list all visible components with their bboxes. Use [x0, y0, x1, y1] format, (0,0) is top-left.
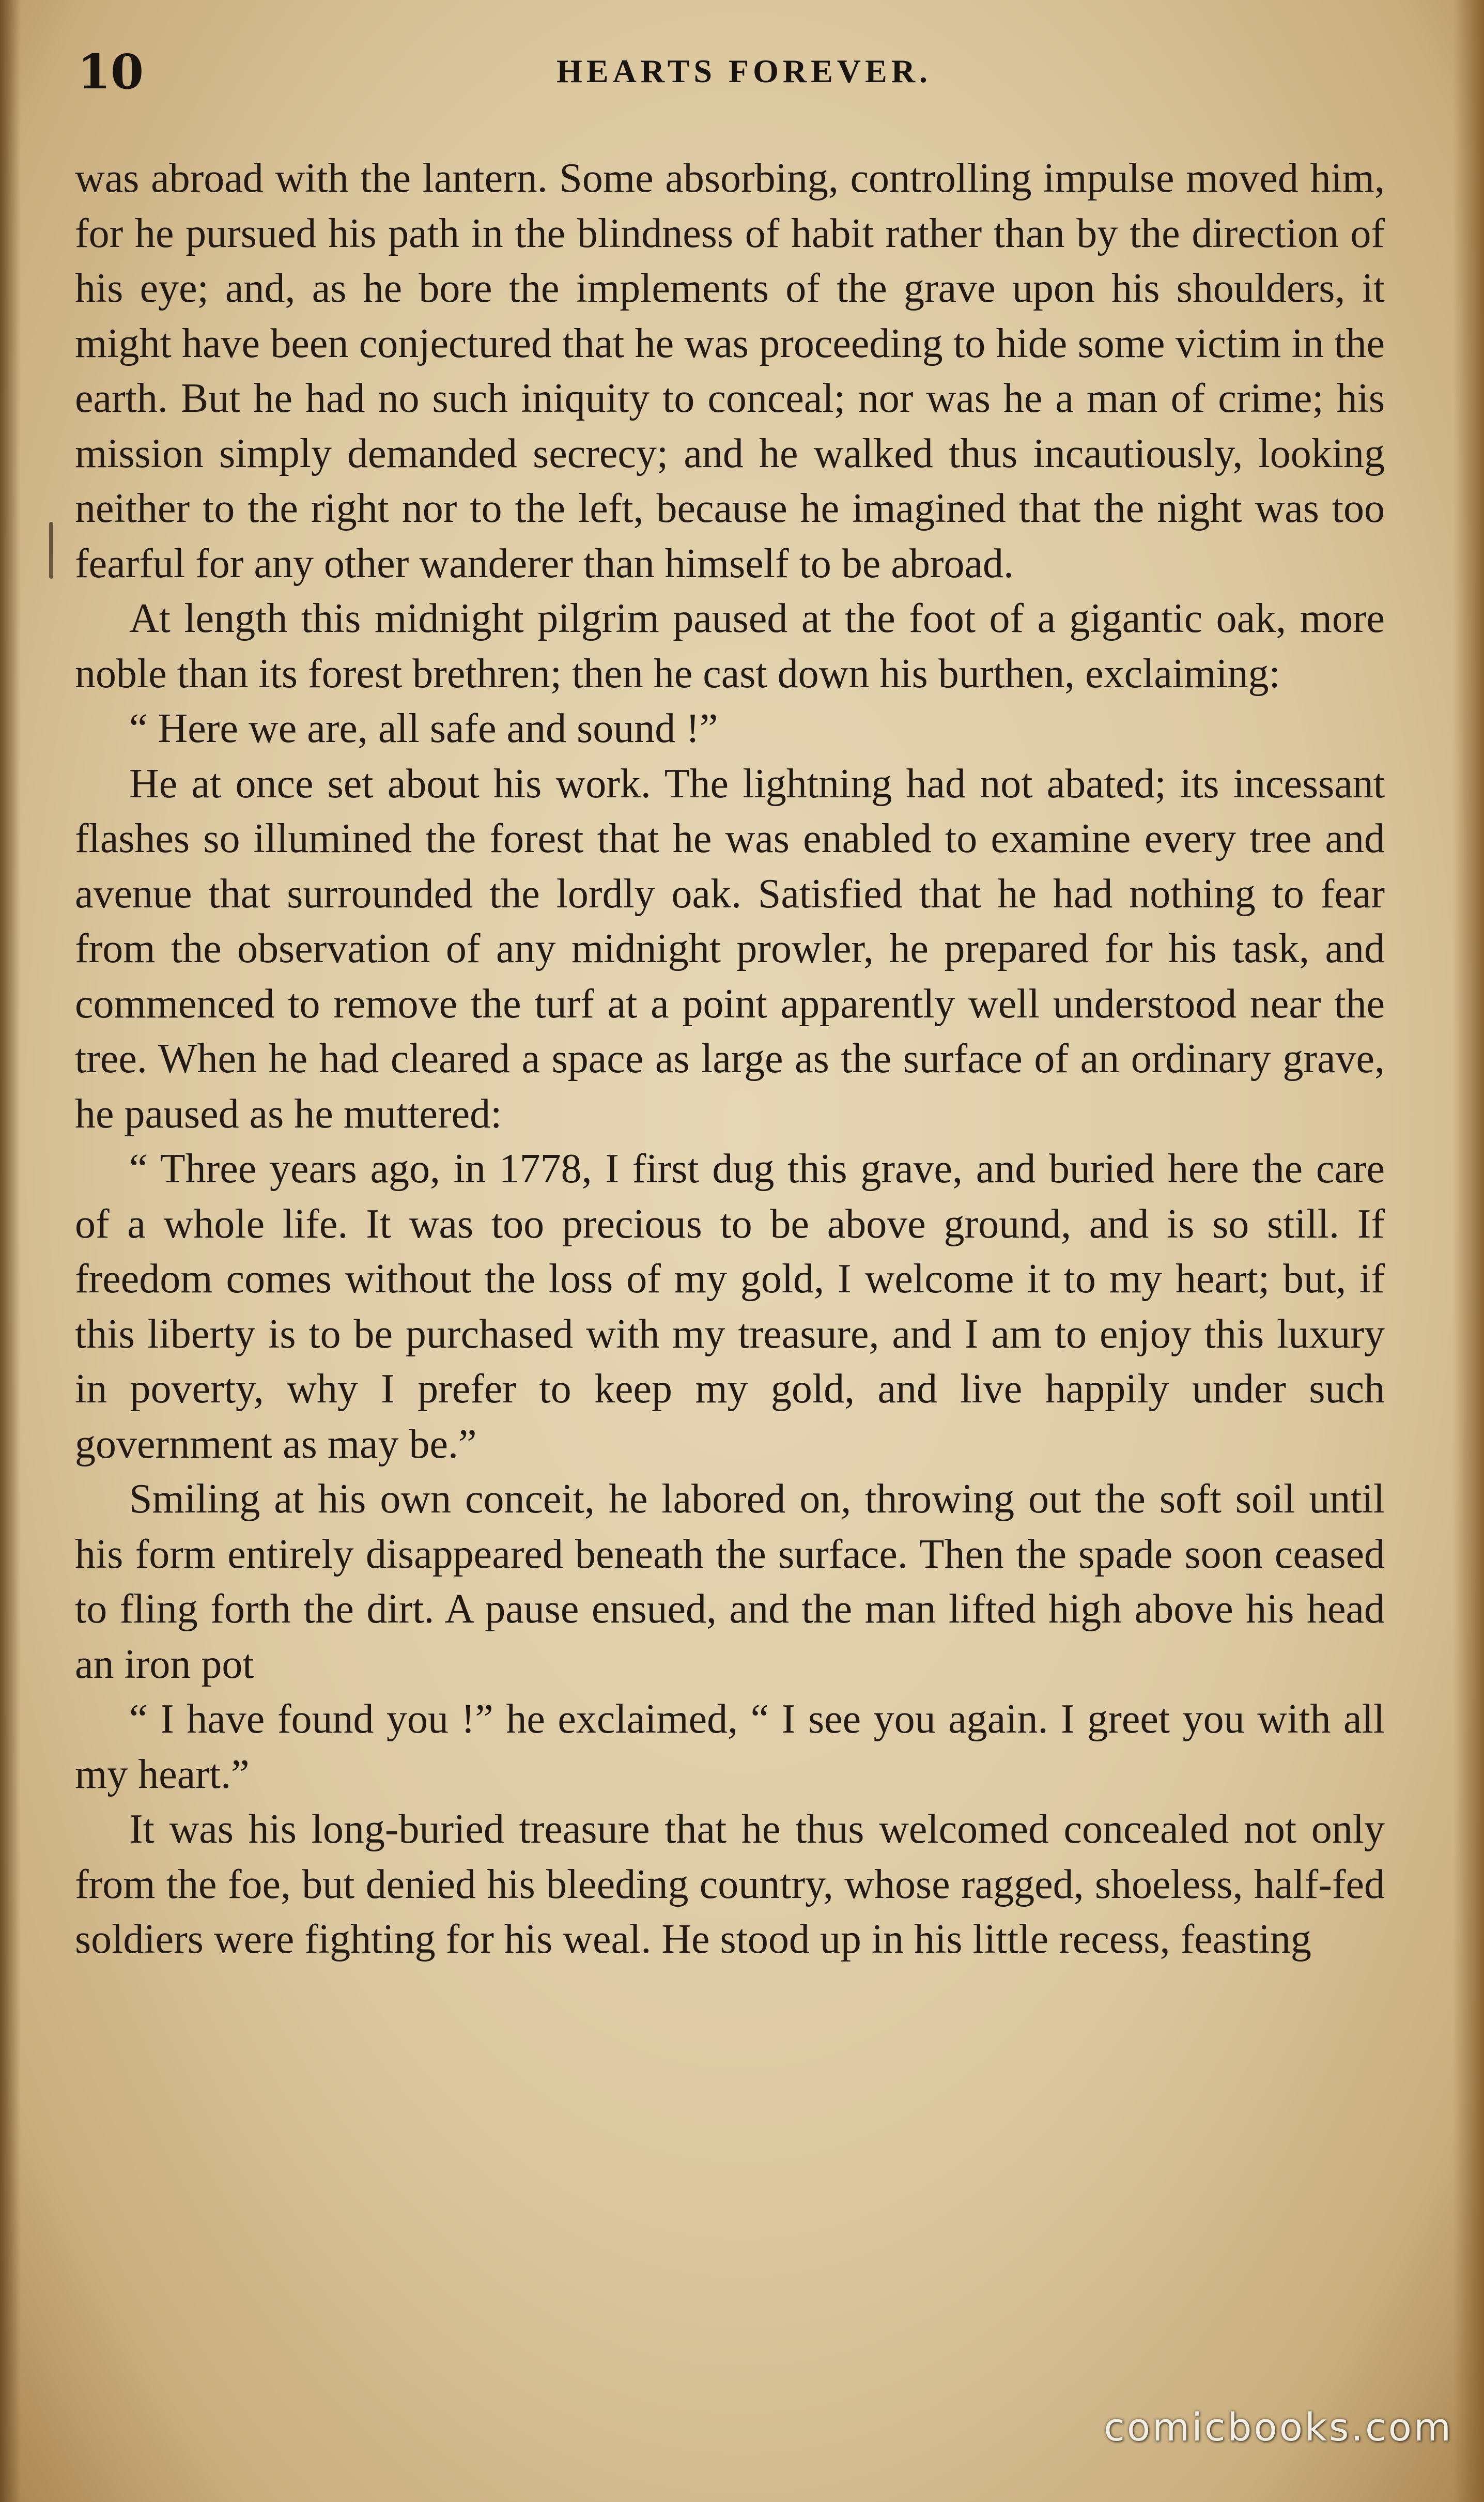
watermark: comicbooks.com: [1104, 2405, 1453, 2450]
page-header: [78, 44, 1411, 106]
paragraph: It was his long-buried treasure that he thus welcomed concealed not only from the foe, but denied his bleeding country, whose ragged, shoeless, half-fed soldiers were fighting for his weal. He stood up in his little recess, feasting: [75, 1806, 1385, 1962]
paragraph: “ Here we are, all safe and sound !”: [129, 706, 718, 751]
paragraph: “ I have found you !” he exclaimed, “ I see you again. I greet you with all my heart.”: [75, 1696, 1385, 1797]
page-left-edge-shadow: [0, 0, 21, 2502]
body-text: [75, 151, 1385, 1967]
page-number: 10: [78, 44, 144, 100]
paragraph: “ Three years ago, in 1778, I first dug this grave, and buried here the care of a whole life. It was too precious to be above ground, and is so still. If freedom comes without the loss of my gold, I welcome it to my heart; but, if this liberty is to be purchased with my treasure, and I am to enjoy this luxury in poverty, why I prefer to keep my gold, and live happily under such government as may be.”: [75, 1146, 1385, 1467]
paragraph: was abroad with the lantern. Some absorbing, controlling impulse moved him, for he pursued his path in the blindness of habit rather than by the direction of his eye; and, as he bore the implements of the grave upon his shoulders, it might have been conjectured that he was proceeding to hide some victim in the earth. But he had no such iniquity to conceal; nor was he a man of crime; his mission simply demanded secrecy; and he walked thus incautiously, looking neither to the right nor to the left, because he imagined that the night was too fearful for any other wanderer than himself to be abroad.: [75, 156, 1385, 586]
paragraph: He at once set about his work. The lightning had not abated; its incessant flashes so illumined the forest that he was enabled to examine every tree and avenue that surrounded the lordly oak. Satisfied that he had nothing to fear from the observation of any midnight prowler, he prepared for his task, and commenced to remove the turf at a point apparently well understood near the tree. When he had cleared a space as large as the surface of an ordinary grave, he paused as he muttered:: [75, 761, 1385, 1137]
margin-ink-mark: [49, 522, 53, 579]
paragraph: Smiling at his own conceit, he labored on, throwing out the soft soil until his form entirely disappeared beneath the surface. Then the spade soon ceased to fling forth the dirt. A pause ensued, and the man lifted high above his head an iron pot: [75, 1476, 1385, 1687]
running-head: HEARTS FOREVER.: [556, 53, 932, 89]
page-right-edge-shadow: [1453, 0, 1484, 2502]
paragraph: At length this midnight pilgrim paused at the foot of a gigantic oak, more noble than its forest brethren; then he cast down his burthen, exclaiming:: [75, 596, 1385, 697]
